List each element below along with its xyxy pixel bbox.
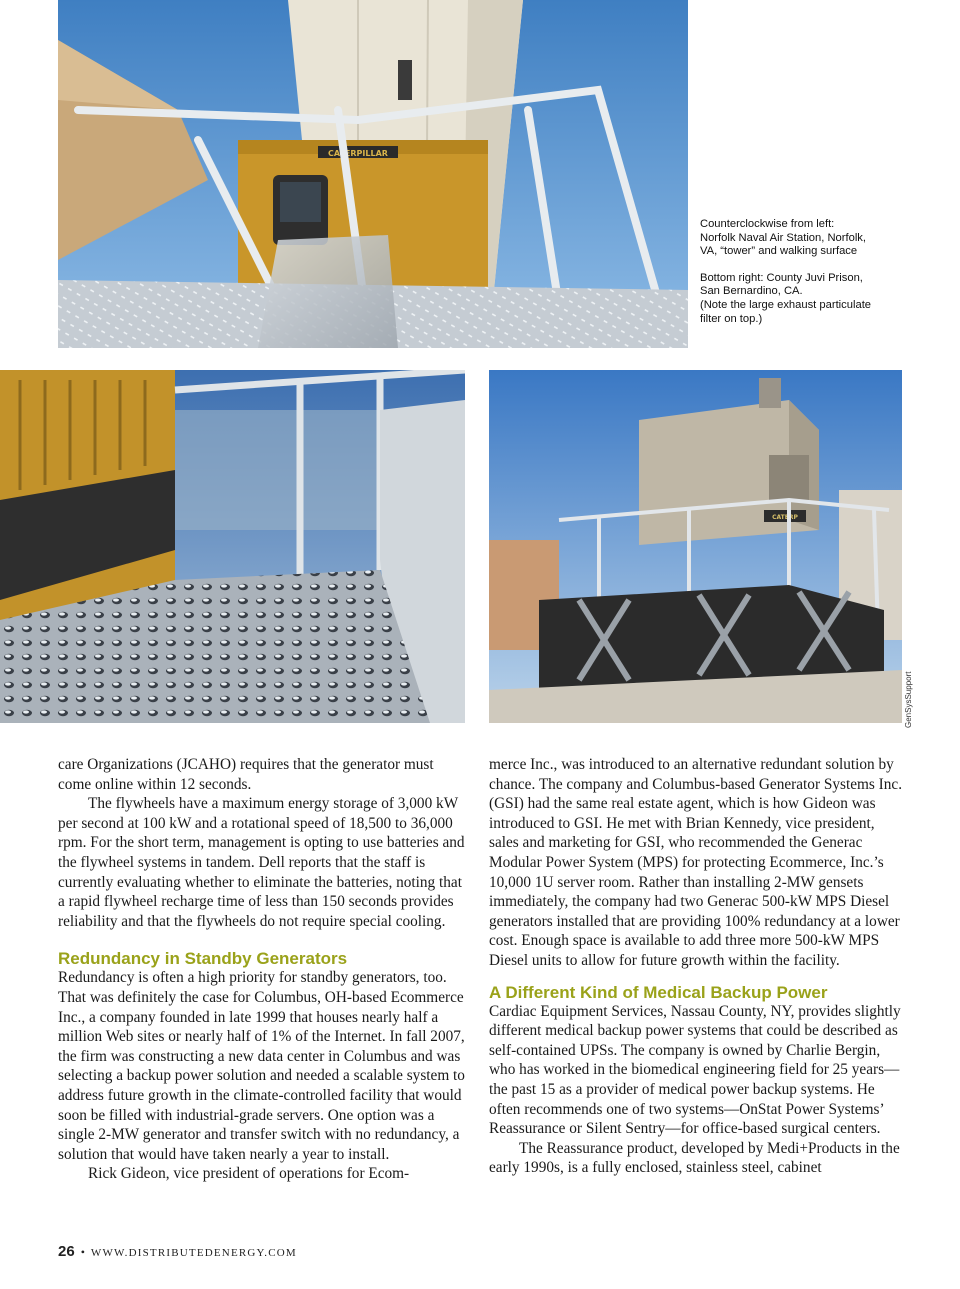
body-paragraph: Cardiac Equipment Services, Nassau County, NY, provides slightly different medical backup power systems that could be described as self-contained UPSs. The company is owned by Charlie Bergin, who has worked in the biomedical engineering field for 25 years—the past 15 as a provider of medical power backup systems. He often recommends one of two systems—OnStat Power Systems’ Reassurance or Silent Sentry—for office-based surgical centers. (489, 1002, 901, 1138)
body-paragraph: The flywheels have a maximum energy storage of 3,000 kW per second at 100 kW and a rotational speed of 18,500 to 36,000 rpm. For the short term, management is opting to use batteries and the flywheel systems in tandem. Dell reports that the staff is currently evaluating whether to eliminate the batteries, noting that a rapid flywheel recharge time of less than 150 seconds provides reliability and that the flywheels do not require special cooling. (58, 795, 465, 930)
body-paragraph: The Reassurance product, developed by Medi+Products in the early 1990s, is a fully enclosed, stainless steel, cabinet (489, 1139, 900, 1177)
photo-caption (700, 218, 900, 326)
photo-walking-surface (0, 370, 465, 723)
article-column-right (489, 755, 903, 1178)
body-paragraph: Rick Gideon, vice president of operations for Ecom- (88, 1165, 410, 1183)
generator-brand-label: CATERPILLAR (328, 149, 388, 158)
section-heading-medical-backup: A Different Kind of Medical Backup Power (489, 982, 828, 1002)
photo-credit: GenSysSupport (904, 671, 913, 728)
photo-tower-generator (58, 0, 688, 348)
body-paragraph: Redundancy is often a high priority for standby generators, too. That was definitely the case for Columbus, OH-based Ecommerce Inc., a company founded in late 1999 that houses nearly half a million Web sites or nearly half of 1% of the Internet. In fall 2007, the firm was constructing a new data center in Columbus and was selecting a backup power solution and needed a scalable system to address future growth in the climate-controlled facility that would soon be filled with industrial-grade servers. One option was a single 2-MW generator and transfer switch with no redundancy, a solution that would have taken nearly a year to install. (58, 969, 465, 1163)
photo-prison-generator (489, 370, 902, 723)
caption-paragraph: Counterclockwise from left: Norfolk Naval Air Station, Norfolk, VA, “tower” and walking surface (700, 218, 867, 258)
website-url: WWW.DISTRIBUTEDENERGY.COM (90, 1247, 297, 1259)
caption-paragraph: Bottom right: County Juvi Prison, San Bernardino, CA. (Note the large exhaust particulate filter on top.) (700, 271, 872, 325)
generator-brand-label: CATERP (772, 514, 798, 521)
bullet-separator: • (80, 1245, 85, 1259)
article-column-left (58, 755, 468, 1184)
section-heading-redundancy: Redundancy in Standby Generators (58, 949, 348, 969)
body-paragraph: care Organizations (JCAHO) requires that the generator must come online within 12 seconds. (58, 756, 434, 793)
page-number: 26 (58, 1243, 75, 1260)
page-footer (58, 1243, 297, 1261)
body-paragraph: merce Inc., was introduced to an alternative redundant solution by chance. The company and Columbus-based Generator Systems Inc. (GSI) had the same real estate agent, which is how Gideon was introduced to GSI. He met with Brian Kennedy, vice president, sales and marketing for GSI, who recommended the Generac Modular Power System (MPS) for protecting Ecommerce, Inc.’s 10,000 1U server room. Rather than installing 2-MW gensets immediately, the company had two Generac 500-kW MPS Diesel generators installed that are providing 100% redundancy at a lower cost. Enough space is available to add three more 500-kW MPS Diesel units to allow for future growth within the facility. (489, 756, 903, 969)
